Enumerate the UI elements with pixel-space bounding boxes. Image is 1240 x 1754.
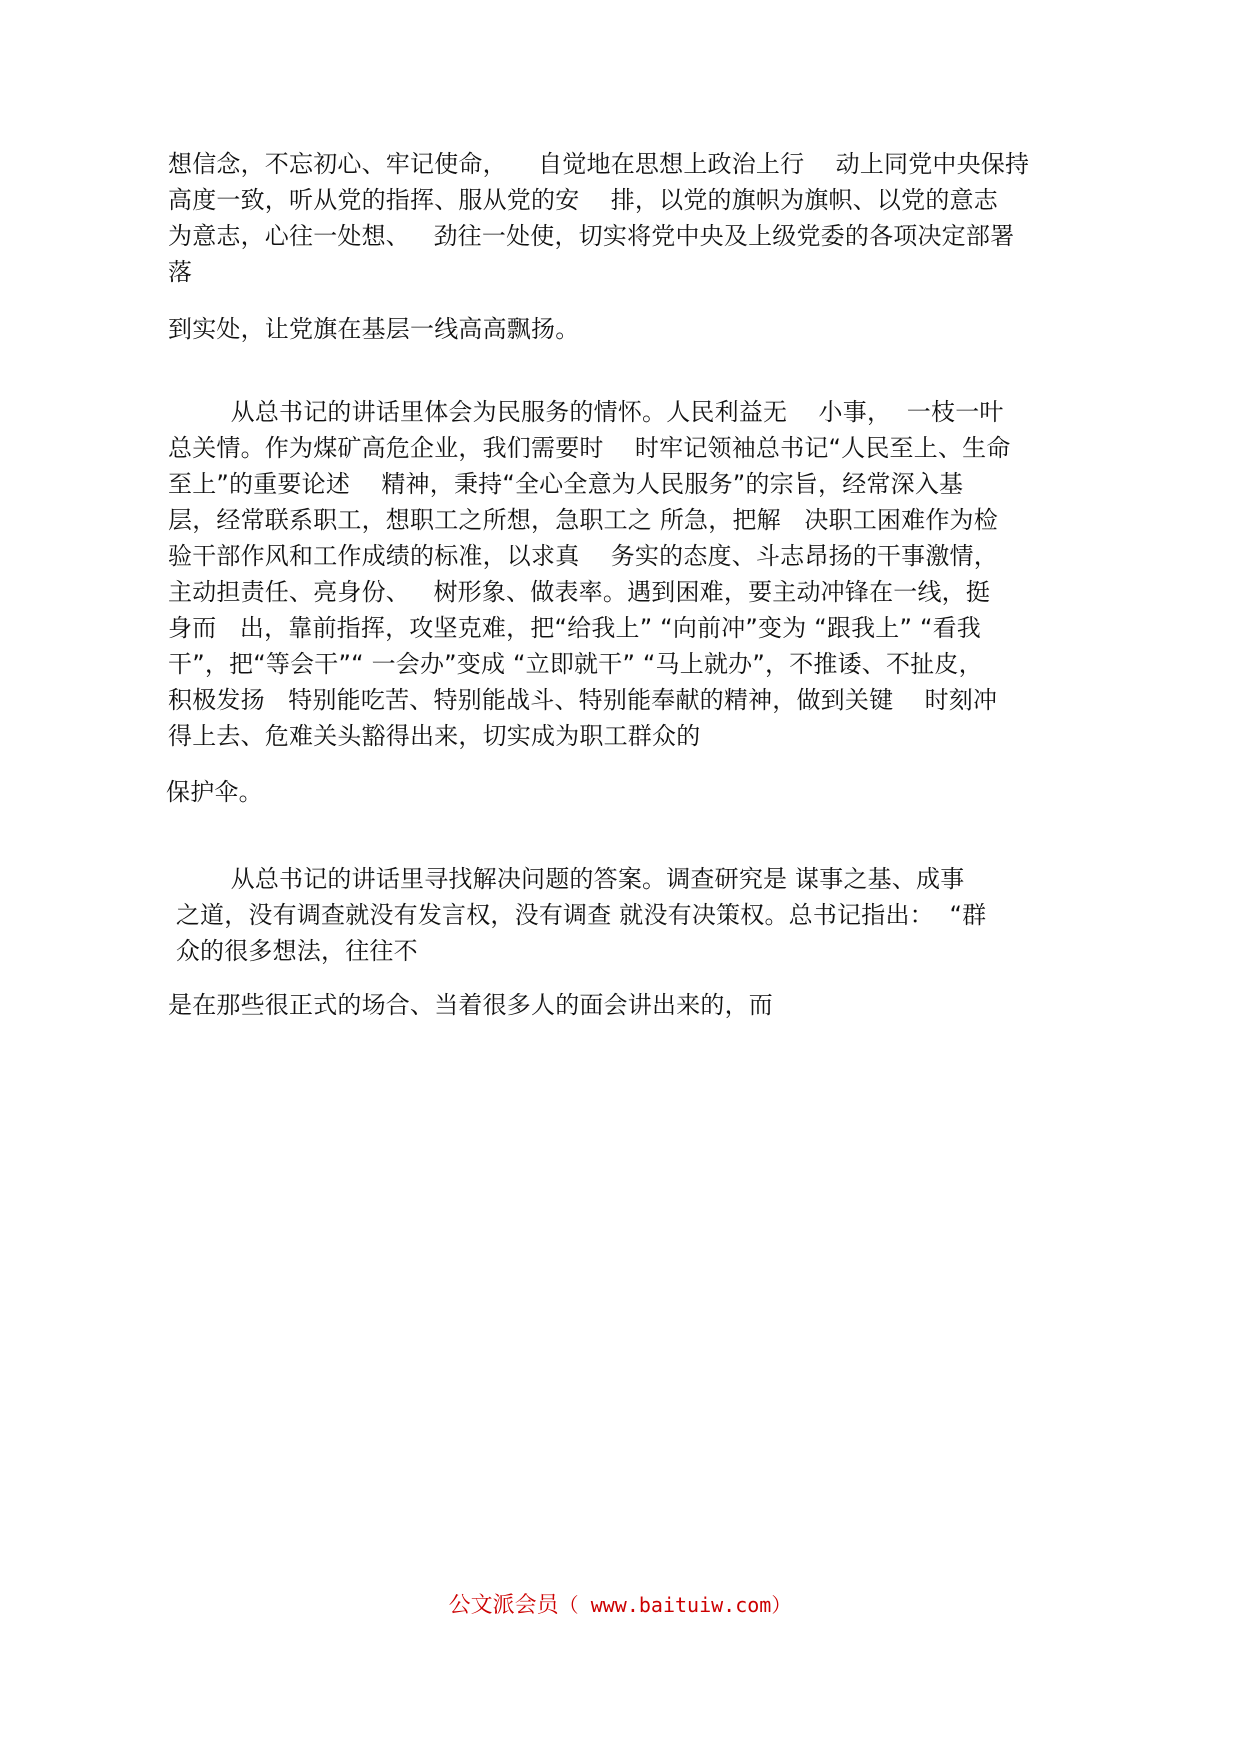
paragraph-2-line-8: 干”，把“等会干”“ 一会办”变成 “立即就干” “马上就办”，不推诿、不扯皮，: [168, 650, 983, 678]
paragraph-2-line-1: 从总书记的讲话里体会为民服务的情怀。人民利益无 小事， 一枝一叶: [168, 398, 1004, 426]
footer-watermark: [0, 1590, 1240, 1621]
paragraph-3-line-1: 从总书记的讲话里寻找解决问题的答案。调查研究是 谋事之基、成事: [168, 865, 965, 893]
paragraph-2-line-5: 验干部作风和工作成绩的标准，以求真 务实的态度、斗志昂扬的干事激情，: [168, 542, 998, 570]
paragraph-3-tail: 是在那些很正式的场合、当着很多人的面会讲出来的，而: [168, 991, 773, 1019]
paragraph-2-line-9: 积极发扬 特别能吃苦、特别能战斗、特别能奉献的精神，做到关键 时刻冲: [168, 686, 998, 714]
paragraph-1-line-2: 高度一致，听从党的指挥、服从党的安 排，以党的旗帜为旗帜、以党的意志: [168, 186, 998, 214]
paragraph-2-line-3: 至上”的重要论述 精神，秉持“全心全意为人民服务”的宗旨，经常深入基: [168, 470, 964, 498]
footer-url[interactable]: （ www.baituiw.com）: [558, 1593, 792, 1617]
paragraph-1-line-3: 为意志，心往一处想、 劲往一处使，切实将党中央及上级党委的各项决定部署: [168, 222, 1015, 250]
footer-label: 公文派会员: [448, 1593, 559, 1618]
paragraph-2-tail: 保护伞。: [166, 778, 263, 806]
paragraph-1-line-1: 想信念，不忘初心、牢记使命， 自觉地在思想上政治上行 动上同党中央保持: [168, 150, 1030, 178]
paragraph-2-line-10: 得上去、危难关头豁得出来，切实成为职工群众的: [168, 722, 701, 750]
paragraph-2-line-6: 主动担责任、亮身份、 树形象、做表率。遇到困难，要主动冲锋在一线，挺: [168, 578, 991, 606]
paragraph-2-line-2: 总关情。作为煤矿高危企业，我们需要时 时牢记领袖总书记“人民至上、生命: [168, 434, 1011, 462]
paragraph-3-line-3: 众的很多想法，往往不: [168, 937, 418, 965]
paragraph-1-line-4: 落: [168, 258, 193, 286]
paragraph-2-line-7: 身而 出，靠前指挥，攻坚克难，把“给我上” “向前冲”变为 “跟我上” “看我: [168, 614, 982, 642]
paragraph-2-line-4: 层，经常联系职工，想职工之所想，急职工之 所急，把解 决职工困难作为检: [168, 506, 998, 534]
paragraph-1-tail: 到实处，让党旗在基层一线高高飘扬。: [168, 315, 580, 343]
paragraph-3-line-2: 之道，没有调查就没有发言权，没有调查 就没有决策权。总书记指出： “群: [168, 901, 987, 929]
